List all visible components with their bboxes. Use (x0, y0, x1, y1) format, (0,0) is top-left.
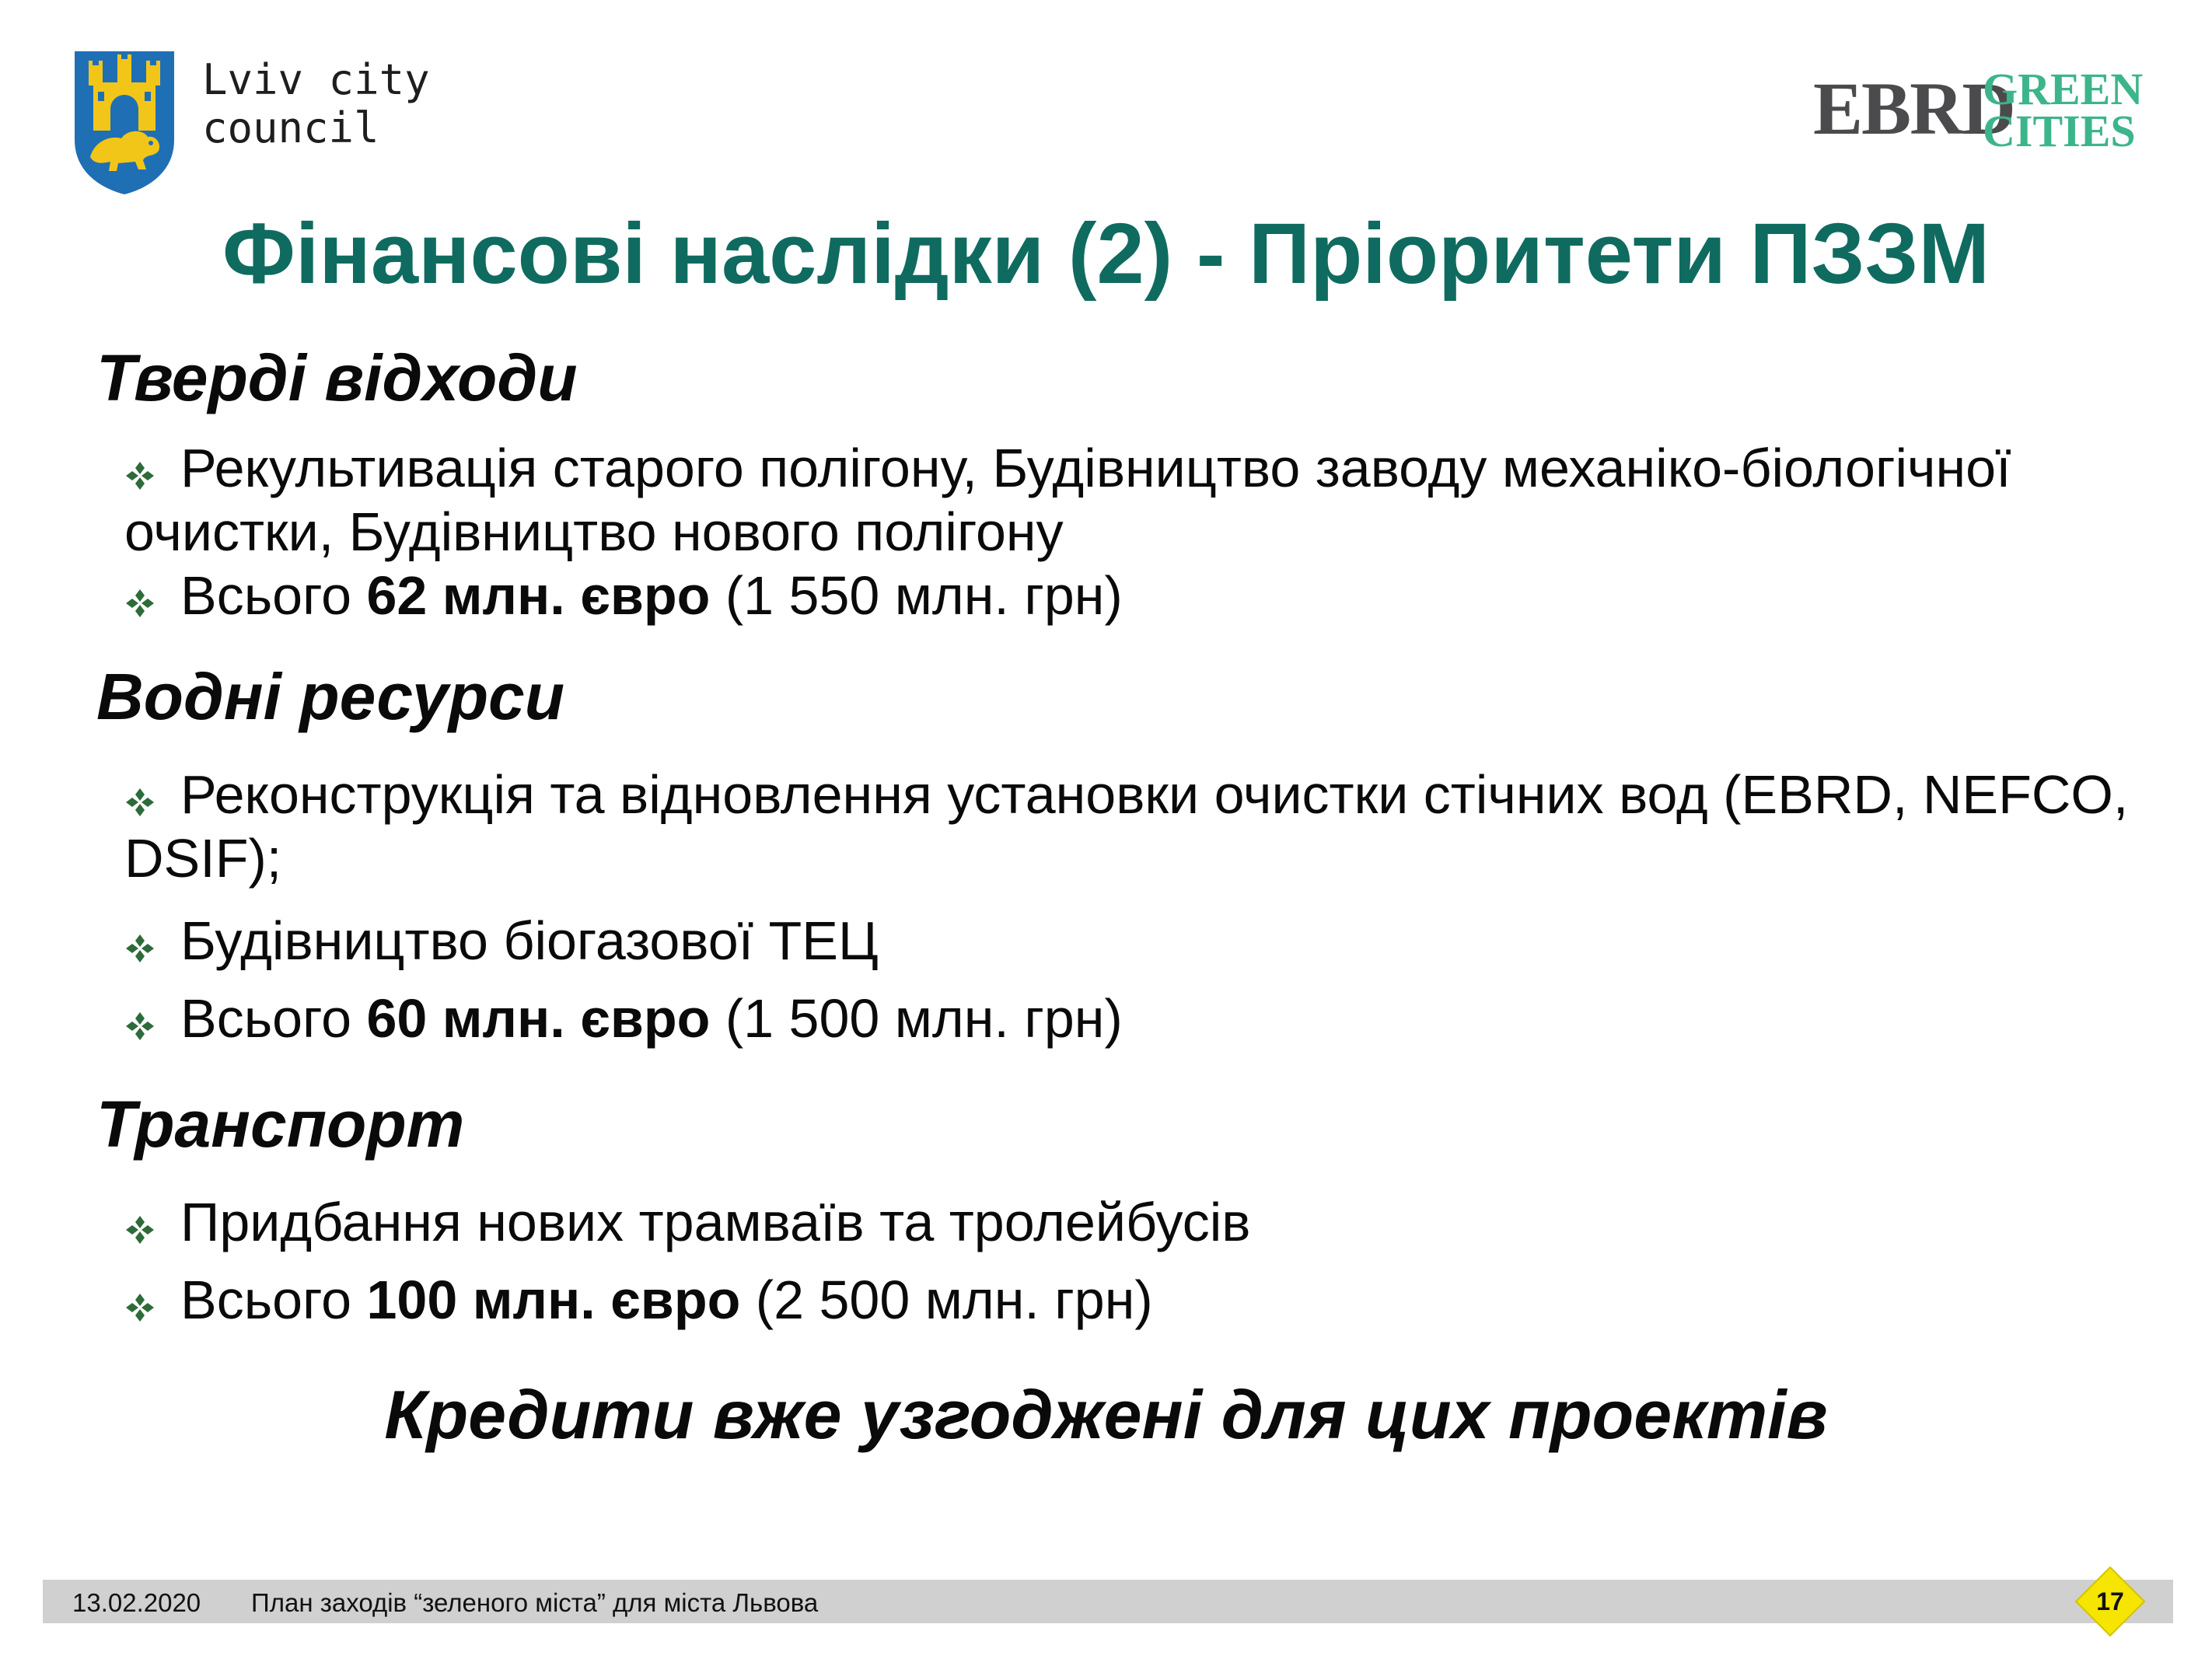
four-diamond-bullet-icon (124, 1197, 180, 1256)
four-diamond-bullet-icon (124, 770, 180, 829)
total-amount: 62 млн. євро (366, 565, 711, 626)
bullet-text: Рекультивація старого полігону, Будівництво заводу механіко-біологічної очистки, Будівництво нового полігону (124, 438, 2011, 562)
four-diamond-bullet-icon (124, 916, 180, 975)
four-diamond-bullet-icon (124, 443, 180, 502)
council-name-line2: council (202, 103, 379, 152)
bullet-transport-total (124, 1270, 2146, 1334)
total-prefix: Всього (180, 988, 367, 1049)
bullet-transport-vehicles (124, 1193, 2146, 1256)
bullet-water-total (124, 989, 2146, 1053)
lviv-city-council-logo (72, 48, 430, 196)
council-name (202, 56, 430, 152)
total-suffix: (2 500 млн. грн) (740, 1270, 1153, 1330)
bullet-text: Реконструкція та відновлення установки очистки стічних вод (EBRD, NEFCO, DSIF); (124, 764, 2129, 889)
footer-date: 13.02.2020 (72, 1588, 201, 1617)
bullet-text: Будівництво біогазової ТЕЦ (180, 910, 879, 971)
four-diamond-bullet-icon (124, 1275, 180, 1334)
total-prefix: Всього (180, 1270, 367, 1330)
bullet-solid-waste-total (124, 566, 2146, 630)
council-name-line1: Lviv city (202, 55, 430, 104)
green-cities-line1: GREEN (1983, 64, 2144, 114)
green-cities-wordmark (1983, 64, 2144, 156)
bullet-solid-waste-projects (124, 438, 2146, 561)
footer-bar (43, 1580, 2173, 1623)
footer-title: План заходів “зеленого міста” для міста Львова (251, 1588, 819, 1617)
section-heading-water-resources: Водні ресурси (96, 660, 565, 733)
green-cities-line2: CITIES (1983, 106, 2136, 156)
closing-statement: Кредити вже узгоджені для цих проектів (384, 1376, 1828, 1453)
ebrd-green-cities-logo (1813, 64, 2144, 162)
lviv-coat-of-arms-icon (72, 48, 177, 196)
ebrd-wordmark: EBRD (1813, 67, 2015, 150)
page-number-badge (2073, 1564, 2147, 1639)
section-heading-solid-waste: Тверді відходи (96, 341, 578, 414)
total-suffix: (1 550 млн. грн) (710, 565, 1123, 626)
total-amount: 60 млн. євро (366, 988, 711, 1049)
bullet-water-reconstruction (124, 765, 2146, 888)
bullet-water-biogas (124, 911, 2146, 975)
slide-title: Фінансові наслідки (2) - Пріоритети ПЗЗМ (222, 206, 1990, 302)
total-prefix: Всього (180, 565, 367, 626)
bullet-text: Придбання нових трамваїв та тролейбусів (180, 1192, 1251, 1252)
total-amount: 100 млн. євро (366, 1270, 741, 1330)
page-number: 17 (2096, 1587, 2124, 1615)
section-heading-transport: Транспорт (96, 1088, 465, 1161)
four-diamond-bullet-icon (124, 994, 180, 1053)
four-diamond-bullet-icon (124, 571, 180, 630)
total-suffix: (1 500 млн. грн) (710, 988, 1123, 1049)
